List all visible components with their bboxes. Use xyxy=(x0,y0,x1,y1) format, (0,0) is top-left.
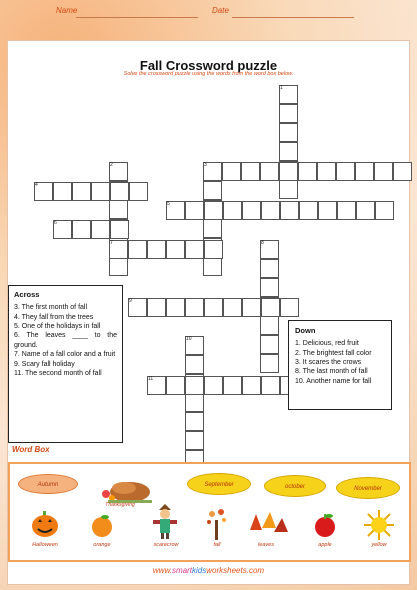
crossword-cell[interactable] xyxy=(185,201,204,220)
word-october: october xyxy=(264,475,326,497)
across-clue: 5. One of the holidays in fall xyxy=(14,323,101,330)
crossword-cell[interactable] xyxy=(147,298,166,317)
crossword-cell[interactable] xyxy=(241,162,260,181)
down-clues-box xyxy=(288,320,392,410)
word-fall: fall xyxy=(213,542,221,548)
orange-icon xyxy=(90,514,114,538)
crossword-cell[interactable] xyxy=(261,376,280,395)
crossword-cell[interactable] xyxy=(129,182,148,201)
word-leaves: leaves xyxy=(258,542,274,548)
across-clue: 7. Name of a fall color and a fruit xyxy=(14,351,116,359)
crossword-cell[interactable] xyxy=(110,220,129,239)
page-subtitle: Solve the crossword puzzle using the words from the word box below. xyxy=(123,71,294,77)
name-label: Name xyxy=(56,6,78,15)
crossword-cell[interactable] xyxy=(91,220,110,239)
crossword-cell[interactable] xyxy=(242,376,261,395)
clue-number: 1 xyxy=(280,85,283,91)
crossword-cell[interactable] xyxy=(203,181,222,200)
crossword-cell[interactable] xyxy=(185,298,204,317)
crossword-cell[interactable] xyxy=(260,316,279,335)
date-line[interactable] xyxy=(232,17,354,18)
word-september: September xyxy=(187,473,251,495)
crossword-cell[interactable] xyxy=(393,162,412,181)
crossword-cell[interactable] xyxy=(166,240,185,259)
crossword-cell[interactable] xyxy=(185,393,204,412)
across-heading: Across xyxy=(14,290,40,299)
crossword-cell[interactable] xyxy=(336,162,355,181)
date-label: Date xyxy=(212,6,229,15)
crossword-cell[interactable] xyxy=(109,257,128,276)
crossword-cell[interactable] xyxy=(260,259,279,278)
crossword-cell[interactable] xyxy=(355,162,374,181)
crossword-cell[interactable] xyxy=(109,200,128,219)
crossword-cell[interactable] xyxy=(280,298,299,317)
crossword-cell[interactable] xyxy=(261,201,280,220)
crossword-cell[interactable] xyxy=(166,298,185,317)
crossword-cell[interactable] xyxy=(53,182,72,201)
word-thanksgiving: Thanksgiving xyxy=(105,502,135,508)
crossword-cell[interactable] xyxy=(242,201,261,220)
crossword-cell[interactable] xyxy=(279,104,298,123)
tree-icon xyxy=(204,506,230,540)
header xyxy=(0,4,417,20)
down-clue: 8. The last month of fall xyxy=(295,368,368,376)
crossword-cell[interactable] xyxy=(185,355,204,374)
clue-number: 5 xyxy=(167,201,170,207)
clue-number: 2 xyxy=(110,162,113,168)
crossword-cell[interactable] xyxy=(374,162,393,181)
down-clue: 3. It scares the crows xyxy=(295,359,362,366)
word-orange: orange xyxy=(93,542,111,548)
word-autumn: Autumn xyxy=(18,474,78,494)
crossword-cell[interactable] xyxy=(204,201,223,220)
crossword-cell[interactable] xyxy=(279,123,298,142)
across-clue: 3. The first month of fall xyxy=(14,304,88,312)
across-clue: 11. The second month of fall xyxy=(14,370,102,378)
leaves-icon xyxy=(244,508,290,538)
crossword-cell[interactable] xyxy=(72,182,91,201)
down-clue: 10. Another name for fall xyxy=(295,377,372,385)
word-apple: apple xyxy=(318,542,332,548)
crossword-cell[interactable] xyxy=(375,201,394,220)
clue-number: 11 xyxy=(148,376,154,382)
word-box-label: Word Box xyxy=(12,445,50,454)
crossword-cell[interactable] xyxy=(203,219,222,238)
crossword-cell[interactable] xyxy=(223,376,242,395)
clue-number: 4 xyxy=(35,182,38,188)
crossword-cell[interactable] xyxy=(91,182,110,201)
crossword-cell[interactable] xyxy=(279,142,298,161)
crossword-cell[interactable] xyxy=(261,298,280,317)
crossword-cell[interactable] xyxy=(260,278,279,297)
crossword-cell[interactable] xyxy=(185,376,204,395)
name-line[interactable] xyxy=(76,17,198,18)
word-halloween: Halloween xyxy=(32,542,58,548)
clue-number: 3 xyxy=(204,162,207,168)
crossword-cell[interactable] xyxy=(203,257,222,276)
crossword-cell[interactable] xyxy=(337,201,356,220)
crossword-cell[interactable] xyxy=(166,376,185,395)
crossword-cell[interactable] xyxy=(260,162,279,181)
crossword-cell[interactable] xyxy=(298,162,317,181)
clue-number: 10 xyxy=(186,336,192,342)
crossword-cell[interactable] xyxy=(280,201,299,220)
crossword-cell[interactable] xyxy=(260,335,279,354)
crossword-cell[interactable] xyxy=(222,162,241,181)
crossword-cell[interactable] xyxy=(185,240,204,259)
crossword-cell[interactable] xyxy=(356,201,375,220)
across-clue: 4. They fall from the trees xyxy=(14,313,94,321)
crossword-cell[interactable] xyxy=(204,298,223,317)
word-box xyxy=(8,462,411,562)
crossword-cell[interactable] xyxy=(223,298,242,317)
across-clue: 6. The leaves ____ to the ground. xyxy=(14,332,117,349)
crossword-cell[interactable] xyxy=(299,201,318,220)
crossword-cell[interactable] xyxy=(223,201,242,220)
crossword-cell[interactable] xyxy=(279,180,298,199)
word-november: November xyxy=(336,477,400,499)
crossword-cell[interactable] xyxy=(204,240,223,259)
scarecrow-icon xyxy=(150,504,180,540)
word-scarecrow: scarecrow xyxy=(153,542,179,548)
crossword-cell[interactable] xyxy=(318,201,337,220)
sun-icon xyxy=(364,510,394,540)
across-clues-box xyxy=(8,285,123,443)
page-title: Fall Crossword puzzle xyxy=(139,58,278,73)
crossword-cell[interactable] xyxy=(128,240,147,259)
clue-number: 7 xyxy=(110,240,113,246)
crossword-cell[interactable] xyxy=(317,162,336,181)
apple-icon xyxy=(312,512,338,538)
crossword-cell[interactable] xyxy=(72,220,91,239)
clue-number: 9 xyxy=(129,298,132,304)
down-clue: 1. Delicious, red fruit xyxy=(295,340,359,348)
crossword-cell[interactable] xyxy=(204,376,223,395)
crossword-cell[interactable] xyxy=(110,182,129,201)
crossword-cell[interactable] xyxy=(147,240,166,259)
across-clue: 9. Scary fall holiday xyxy=(14,360,75,368)
crossword-cell[interactable] xyxy=(242,298,261,317)
down-clue: 2. The brightest fall color xyxy=(295,349,372,357)
footer-url[interactable]: www.smartkidsworksheets.com xyxy=(152,566,265,575)
crossword-cell[interactable] xyxy=(185,412,204,431)
pumpkin-icon xyxy=(30,510,60,538)
crossword-cell[interactable] xyxy=(260,354,279,373)
turkey-icon xyxy=(98,472,158,506)
crossword-cell[interactable] xyxy=(185,431,204,450)
clue-number: 6 xyxy=(54,220,57,226)
crossword-cell[interactable] xyxy=(279,162,298,181)
down-heading: Down xyxy=(295,326,316,335)
word-yellow: yellow xyxy=(371,542,387,548)
clue-number: 8 xyxy=(261,240,264,246)
